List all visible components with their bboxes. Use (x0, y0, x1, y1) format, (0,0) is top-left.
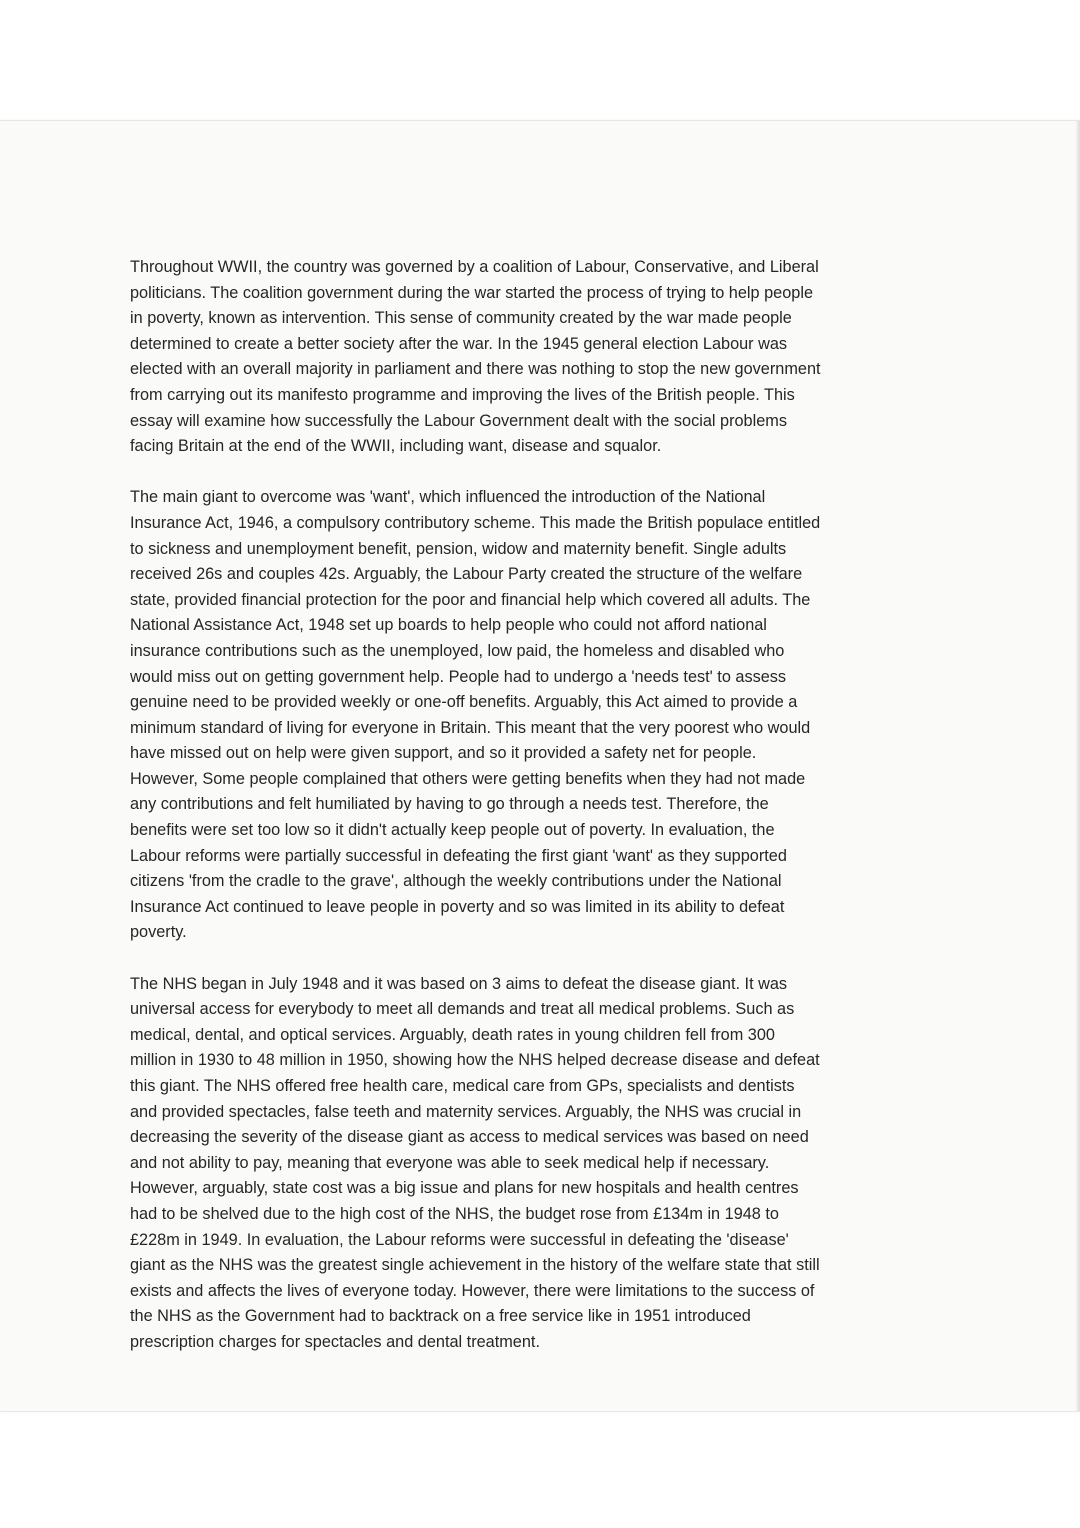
essay-body (130, 255, 956, 1381)
paragraph-want: The main giant to overcome was 'want', which influenced the introduction of the National Insurance Act, 1946, a compulsory contributory scheme. This made the British populace entitled to sickness and unemployment benefit, pension, widow and maternity benefit. Single adults received 26s and couples 42s. Arguably, the Labour Party created the structure of the welfare state, provided financial protection for the poor and financial help which covered all adults. The National Assistance Act, 1948 set up boards to help people who could not afford national insurance contributions such as the unemployed, low paid, the homeless and disabled who would miss out on getting government help. People had to undergo a 'needs test' to assess genuine need to be provided weekly or one-off benefits. Arguably, this Act aimed to provide a minimum standard of living for everyone in Britain. This meant that the very poorest who would have missed out on help were given support, and so it provided a safety net for people. However, Some people complained that others were getting benefits when they had not made any contributions and felt humiliated by having to go through a needs test. Therefore, the benefits were set too low so it didn't actually keep people out of poverty. In evaluation, the Labour reforms were partially successful in defeating the first giant 'want' as they supported citizens 'from the cradle to the grave', although the weekly contributions under the National Insurance Act continued to leave people in poverty and so was limited in its ability to defeat poverty. (130, 488, 821, 942)
paragraph-intro: Throughout WWII, the country was governed by a coalition of Labour, Conservative, and Liberal politicians. The coalition government during the war started the process of trying to help people in poverty, known as intervention. This sense of community created by the war made people determined to create a better society after the war. In the 1945 general election Labour was elected with an overall majority in parliament and there was nothing to stop the new government from carrying out its manifesto programme and improving the lives of the British people. This essay will examine how successfully the Labour Government dealt with the social problems facing Britain at the end of the WWII, including want, disease and squalor. (130, 258, 821, 456)
paragraph-disease: The NHS began in July 1948 and it was based on 3 aims to defeat the disease giant. It was universal access for everybody to meet all demands and treat all medical problems. Such as medical, dental, and optical services. Arguably, death rates in young children fell from 300 million in 1930 to 48 million in 1950, showing how the NHS helped decrease disease and defeat this giant. The NHS offered free health care, medical care from GPs, specialists and dentists and provided spectacles, false teeth and maternity services. Arguably, the NHS was crucial in decreasing the severity of the disease giant as access to medical services was based on need and not ability to pay, meaning that everyone was able to seek medical help if necessary. However, arguably, state cost was a big issue and plans for new hospitals and health centres had to be shelved due to the high cost of the NHS, the budget rose from £134m in 1948 to £228m in 1949. In evaluation, the Labour reforms were successful in defeating the 'disease' giant as the NHS was the greatest single achievement in the history of the welfare state that still exists and affects the lives of everyone today. However, there were limitations to the success of the NHS as the Government had to backtrack on a free service like in 1951 introduced prescription charges for spectacles and dental treatment. (130, 974, 820, 1351)
page-edge (1076, 121, 1080, 1411)
document-page (0, 120, 1080, 1412)
